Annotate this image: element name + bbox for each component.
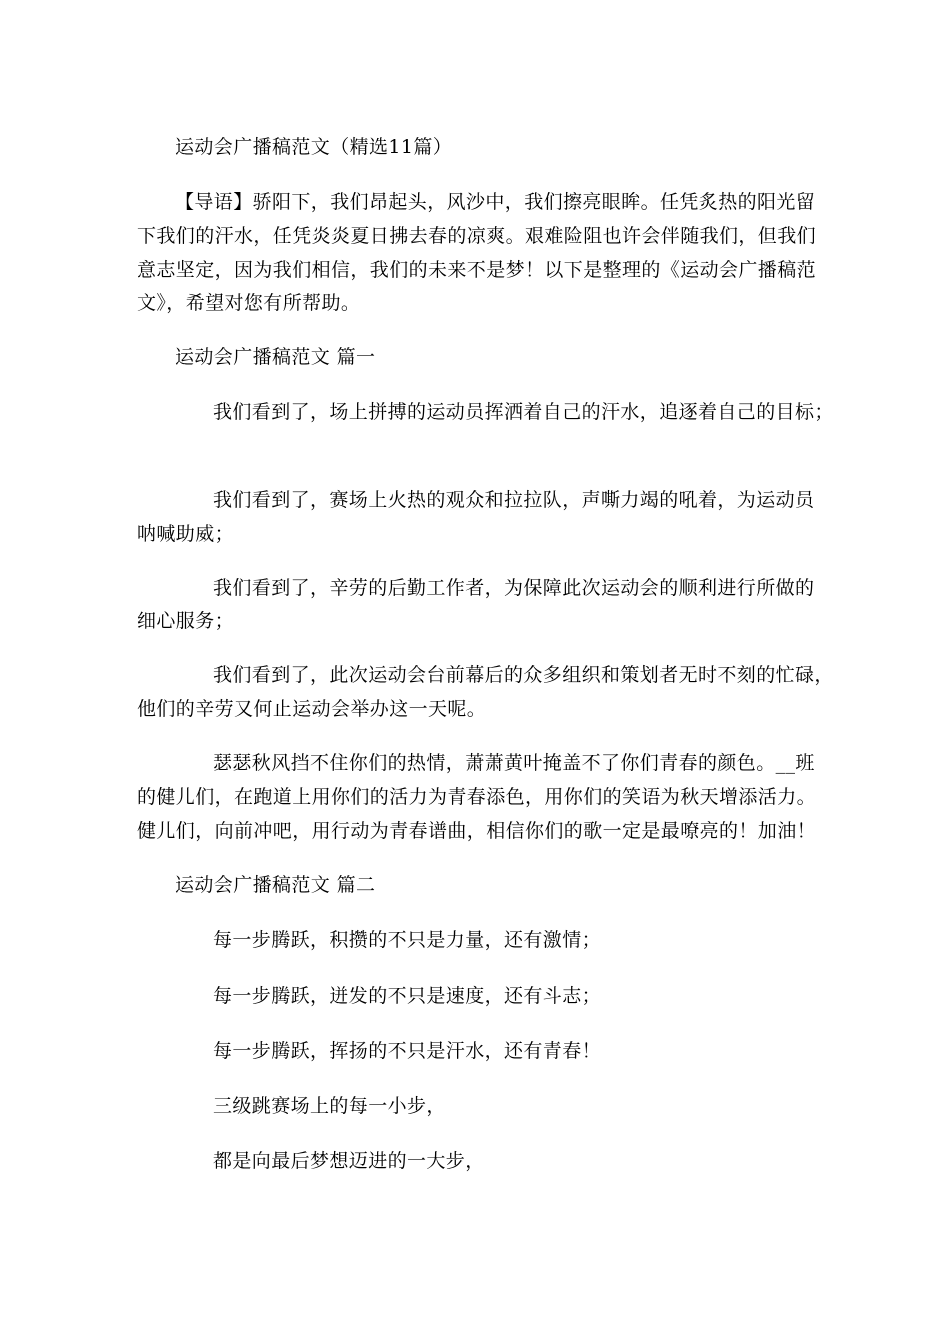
section2-line-5: 都是向最后梦想迈进的一大步， [213,1150,485,1172]
section1-paragraph-5-line-2: 的健儿们，在跑道上用你们的活力为青春添色，用你们的笑语为秋天增添活力。 [137,786,817,808]
section1-paragraph-5-line-1: 瑟瑟秋风挡不住你们的热情，萧萧黄叶掩盖不了你们青春的颜色。__班 [213,752,815,774]
intro-line-4: 文》，希望对您有所帮助。 [137,292,361,314]
section2-line-1: 每一步腾跃，积攒的不只是力量，还有激情； [213,929,602,951]
intro-line-3: 意志坚定，因为我们相信，我们的未来不是梦！以下是整理的《运动会广播稿范 [137,259,817,281]
intro-line-2: 下我们的汗水，任凭炎炎夏日拂去春的凉爽。艰难险阻也许会伴随我们，但我们 [137,225,817,247]
section1-paragraph-4-line-1: 我们看到了，此次运动会台前幕后的众多组织和策划者无时不刻的忙碌， [213,664,834,686]
section1-paragraph-5-line-3: 健儿们，向前冲吧，用行动为青春谱曲，相信你们的歌一定是最嘹亮的！加油！ [137,820,817,842]
section1-paragraph-4-line-2: 他们的辛劳又何止运动会举办这一天呢。 [137,698,487,720]
section2-line-4: 三级跳赛场上的每一小步， [213,1095,446,1117]
section1-paragraph-1: 我们看到了，场上拼搏的运动员挥洒着自己的汗水，追逐着自己的目标； [213,401,834,423]
section1-paragraph-2-line-1: 我们看到了，赛场上火热的观众和拉拉队，声嘶力竭的吼着，为运动员 [213,489,815,511]
section2-line-2: 每一步腾跃，迸发的不只是速度，还有斗志； [213,985,602,1007]
section1-paragraph-2-line-2: 呐喊助威； [137,523,235,545]
document-title: 运动会广播稿范文（精选11篇） [175,136,453,158]
section-heading-2: 运动会广播稿范文 篇二 [175,874,376,896]
section-heading-1: 运动会广播稿范文 篇一 [175,346,376,368]
section1-paragraph-3-line-2: 细心服务； [137,610,235,632]
intro-line-1: 【导语】骄阳下，我们昂起头，风沙中，我们擦亮眼眸。任凭炙热的阳光留 [175,191,816,213]
section1-paragraph-3-line-1: 我们看到了，辛劳的后勤工作者，为保障此次运动会的顺利进行所做的 [213,577,815,599]
section2-line-3: 每一步腾跃，挥扬的不只是汗水，还有青春！ [213,1040,602,1062]
